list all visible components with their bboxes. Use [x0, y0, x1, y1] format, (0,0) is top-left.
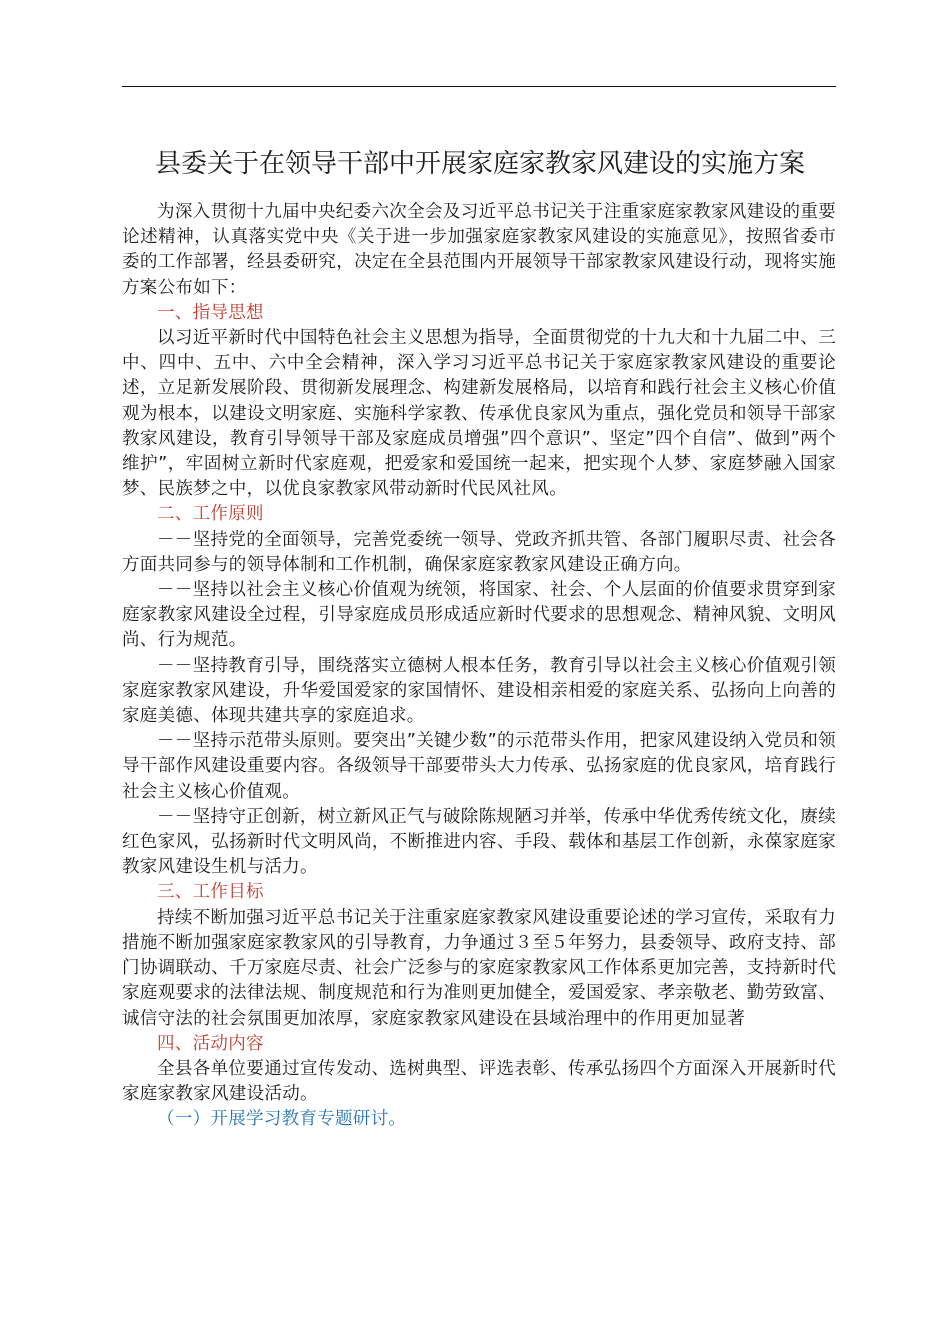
section-heading-work-principles: 二、工作原则 — [157, 504, 264, 525]
principle-paragraph: －－坚持以社会主义核心价值观为统领，将国家、社会、个人层面的价值要求贯穿到家庭家教家风建设全过程，引导家庭成员形成适应新时代要求的思想观念、精神风貌、文明风尚、行为规范。 — [122, 580, 836, 651]
principle-paragraph: －－坚持示范带头原则。要突出”关键少数”的示范带头作用，把家风建设纳入党员和领导干部作风建设重要内容。各级领导干部要带头大力传承、弘扬家庭的优良家风，培育践行社会主义核心价值观。 — [122, 731, 836, 802]
section-heading-activity-content: 四、活动内容 — [157, 1033, 264, 1054]
subsection-heading-study-seminar: （一）开展学习教育专题研讨。 — [157, 1109, 407, 1130]
principle-paragraph: －－坚持党的全面领导，完善党委统一领导、党政齐抓共管、各部门履职尽责、社会各方面共同参与的领导体制和工作机制，确保家庭家教家风建设正确方向。 — [122, 529, 836, 575]
work-goals-paragraph: 持续不断加强习近平总书记关于注重家庭家教家风建设重要论述的学习宣传，采取有力措施不断加强家庭家教家风的引导教育，力争通过３至５年努力，县委领导、政府支持、部门协调联动、千万家庭尽责、社会广泛参与的家庭家教家风工作体系更加完善，支持新时代家庭观要求的法律法规、制度规范和行为准则更加健全，爱国爱家、孝亲敬老、勤劳致富、诚信守法的社会氛围更加浓厚，家庭家教家风建设在县域治理中的作用更加显著 — [122, 907, 836, 1029]
section-heading-guiding-ideology: 一、指导思想 — [157, 302, 264, 323]
section-heading-work-goals: 三、工作目标 — [157, 882, 264, 903]
document-body — [122, 200, 836, 1133]
document-title: 县委关于在领导干部中开展家庭家教家风建设的实施方案 — [154, 149, 805, 179]
principle-paragraph: －－坚持守正创新，树立新风正气与破除陈规陋习并举，传承中华优秀传统文化，赓续红色家风，弘扬新时代文明风尚，不断推进内容、手段、载体和基层工作创新，永葆家庭家教家风建设生机与活力。 — [122, 806, 836, 878]
guiding-ideology-paragraph: 以习近平新时代中国特色社会主义思想为指导，全面贯彻党的十九大和十九届二中、三中、四中、五中、六中全会精神，深入学习习近平总书记关于家庭家教家风建设的重要论述，立足新发展阶段、贯彻新发展理念、构建新发展格局，以培育和践行社会主义核心价值观为根本，以建设文明家庭、实施科学家教、传承优良家风为重点，强化党员和领导干部家教家风建设，教育引导领导干部及家庭成员增强”四个意识”、坚定”四个自信”、做到”两个维护”，牢固树立新时代家庭观，把爱家和爱国统一起来，把实现个人梦、家庭梦融入国家梦、民族梦之中，以优良家教家风带动新时代民风社风。 — [122, 328, 836, 500]
activity-content-paragraph: 全县各单位要通过宣传发动、选树典型、评选表彰、传承弘扬四个方面深入开展新时代家庭家教家风建设活动。 — [122, 1058, 836, 1105]
intro-paragraph: 为深入贯彻十九届中央纪委六次全会及习近平总书记关于注重家庭家教家风建设的重要论述精神，认真落实党中央《关于进一步加强家庭家教家风建设的实施意见》，按照省委市委的工作部署，经县委研究，决定在全县范围内开展领导干部家教家风建设行动，现将实施方案公布如下： — [122, 202, 836, 298]
header-rule — [122, 86, 836, 87]
principle-paragraph: －－坚持教育引导，围绕落实立德树人根本任务，教育引导以社会主义核心价值观引领家庭家教家风建设，升华爱国爱家的家国情怀、建设相亲相爱的家庭关系、弘扬向上向善的家庭美德、体现共建共享的家庭追求。 — [122, 655, 836, 727]
